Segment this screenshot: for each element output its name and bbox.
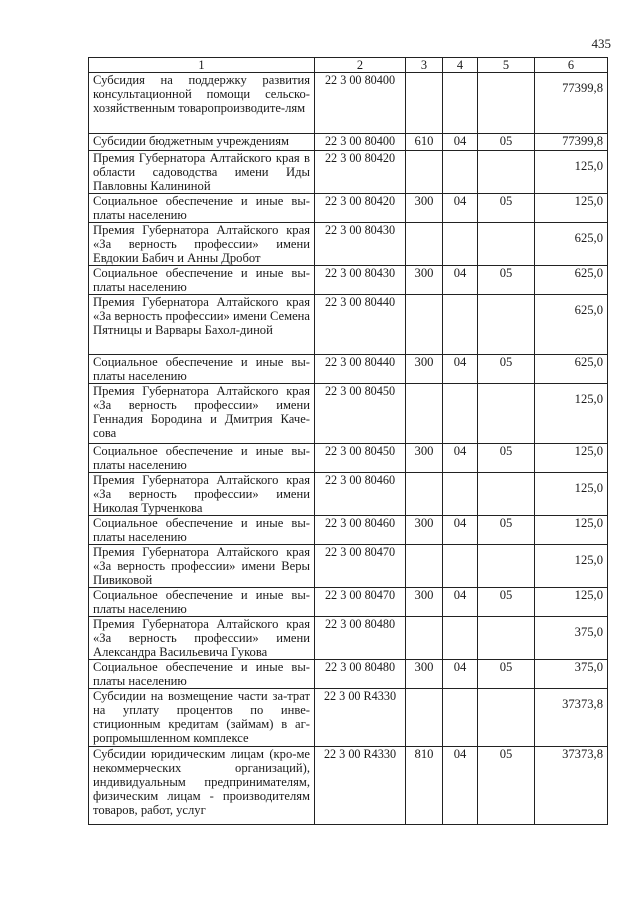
table-row [89, 444, 608, 473]
row-col3 [406, 223, 443, 266]
table-row [89, 660, 608, 689]
row-col3: 300 [406, 660, 443, 689]
row-description: Субсидии на возмещение части за-трат на уплату процентов по инве-стиционным кредитам (займам) в аг-ропромышленном комплексе [89, 689, 315, 747]
row-code: 22 3 00 80430 [315, 266, 406, 295]
row-col4: 04 [443, 194, 478, 223]
row-col5 [478, 295, 535, 355]
row-col4 [443, 384, 478, 444]
row-col3: 300 [406, 588, 443, 617]
header-cell: 2 [315, 58, 406, 73]
row-code: 22 3 00 80440 [315, 355, 406, 384]
row-col4 [443, 223, 478, 266]
row-col3 [406, 384, 443, 444]
row-col5 [478, 545, 535, 588]
page-number: 435 [591, 36, 611, 51]
row-col4: 04 [443, 355, 478, 384]
row-col5: 05 [478, 134, 535, 151]
table-row [89, 134, 608, 151]
row-col4: 04 [443, 134, 478, 151]
table-row [89, 588, 608, 617]
header-cell: 5 [478, 58, 535, 73]
row-col5: 05 [478, 516, 535, 545]
row-amount: 125,0 [535, 516, 608, 545]
row-amount: 125,0 [535, 384, 608, 444]
table-row [89, 545, 608, 588]
row-col5 [478, 223, 535, 266]
row-col4: 04 [443, 266, 478, 295]
table-row [89, 266, 608, 295]
row-amount: 625,0 [535, 355, 608, 384]
row-code: 22 3 00 80420 [315, 151, 406, 194]
row-amount: 375,0 [535, 660, 608, 689]
row-code: 22 3 00 80470 [315, 545, 406, 588]
row-description: Субсидии бюджетным учреждениям [89, 134, 315, 151]
row-description: Премия Губернатора Алтайского края «За верность профессии» имени Николая Турченкова [89, 473, 315, 516]
row-col3 [406, 473, 443, 516]
table-row [89, 384, 608, 444]
row-code: 22 3 00 R4330 [315, 689, 406, 747]
row-col4: 04 [443, 747, 478, 825]
row-amount: 37373,8 [535, 747, 608, 825]
row-description: Премия Губернатора Алтайского края «За верность профессии» имени Евдокии Бабич и Анны Дробот [89, 223, 315, 266]
row-description: Премия Губернатора Алтайского края «За верность профессии» имени Александра Васильевича Гукова [89, 617, 315, 660]
row-description: Субсидии юридическим лицам (кро-ме некоммерческих организаций), индивидуальным предпринимателям, физическим лицам - производителям товаров, работ, услуг [89, 747, 315, 825]
row-description: Премия Губернатора Алтайского края «За верность профессии» имени Веры Пивиковой [89, 545, 315, 588]
row-description: Субсидия на поддержку развития консультационной помощи сельско-хозяйственным товаропроизводите-лям [89, 73, 315, 134]
row-col3 [406, 617, 443, 660]
row-col4: 04 [443, 588, 478, 617]
row-col5 [478, 473, 535, 516]
row-col4 [443, 73, 478, 134]
row-col5 [478, 384, 535, 444]
row-col4 [443, 689, 478, 747]
row-col5: 05 [478, 194, 535, 223]
row-code: 22 3 00 80470 [315, 588, 406, 617]
row-col4: 04 [443, 444, 478, 473]
row-col5: 05 [478, 444, 535, 473]
row-col4 [443, 295, 478, 355]
table-row [89, 223, 608, 266]
row-col3 [406, 295, 443, 355]
row-description: Социальное обеспечение и иные вы-платы населению [89, 194, 315, 223]
row-col5: 05 [478, 660, 535, 689]
table-row [89, 747, 608, 825]
row-amount: 125,0 [535, 151, 608, 194]
row-col3 [406, 545, 443, 588]
row-col5: 05 [478, 588, 535, 617]
header-cell: 4 [443, 58, 478, 73]
table-row [89, 473, 608, 516]
table-row [89, 295, 608, 355]
row-code: 22 3 00 80460 [315, 473, 406, 516]
row-code: 22 3 00 80430 [315, 223, 406, 266]
row-amount: 125,0 [535, 473, 608, 516]
table-row [89, 151, 608, 194]
row-description: Социальное обеспечение и иные вы-платы населению [89, 355, 315, 384]
row-col5: 05 [478, 747, 535, 825]
row-col4: 04 [443, 660, 478, 689]
row-description: Премия Губернатора Алтайского края в области садоводства имени Иды Павловны Калининой [89, 151, 315, 194]
row-col3: 300 [406, 444, 443, 473]
row-col3 [406, 689, 443, 747]
row-amount: 37373,8 [535, 689, 608, 747]
row-col4: 04 [443, 516, 478, 545]
row-amount: 625,0 [535, 295, 608, 355]
row-amount: 125,0 [535, 545, 608, 588]
table-row [89, 73, 608, 134]
row-col5 [478, 617, 535, 660]
row-col3: 300 [406, 194, 443, 223]
header-cell: 6 [535, 58, 608, 73]
row-code: 22 3 00 80450 [315, 444, 406, 473]
row-amount: 125,0 [535, 444, 608, 473]
row-col5 [478, 73, 535, 134]
row-code: 22 3 00 80420 [315, 194, 406, 223]
row-col4 [443, 545, 478, 588]
budget-table [88, 57, 608, 825]
row-description: Социальное обеспечение и иные вы-платы населению [89, 444, 315, 473]
row-description: Социальное обеспечение и иные вы-платы населению [89, 588, 315, 617]
row-code: 22 3 00 80450 [315, 384, 406, 444]
row-col5: 05 [478, 266, 535, 295]
table-row [89, 689, 608, 747]
row-col5 [478, 151, 535, 194]
row-description: Премия Губернатора Алтайского края «За верность профессии» имени Семена Пятницы и Варвары Бахол-диной [89, 295, 315, 355]
row-col3: 610 [406, 134, 443, 151]
row-code: 22 3 00 R4330 [315, 747, 406, 825]
row-col4 [443, 473, 478, 516]
row-amount: 125,0 [535, 194, 608, 223]
row-code: 22 3 00 80400 [315, 134, 406, 151]
row-code: 22 3 00 80460 [315, 516, 406, 545]
row-amount: 77399,8 [535, 73, 608, 134]
row-amount: 625,0 [535, 266, 608, 295]
row-col4 [443, 617, 478, 660]
table-row [89, 194, 608, 223]
row-col3: 810 [406, 747, 443, 825]
row-col3 [406, 151, 443, 194]
row-col5 [478, 689, 535, 747]
row-code: 22 3 00 80400 [315, 73, 406, 134]
row-col5: 05 [478, 355, 535, 384]
row-col3: 300 [406, 266, 443, 295]
row-amount: 125,0 [535, 588, 608, 617]
row-description: Премия Губернатора Алтайского края «За верность профессии» имени Геннадия Бородина и Дмитрия Каче-сова [89, 384, 315, 444]
table-row [89, 355, 608, 384]
row-code: 22 3 00 80480 [315, 660, 406, 689]
row-description: Социальное обеспечение и иные вы-платы населению [89, 660, 315, 689]
row-col3: 300 [406, 516, 443, 545]
row-amount: 375,0 [535, 617, 608, 660]
row-amount: 77399,8 [535, 134, 608, 151]
row-amount: 625,0 [535, 223, 608, 266]
row-col4 [443, 151, 478, 194]
row-description: Социальное обеспечение и иные вы-платы населению [89, 516, 315, 545]
table-header-row [89, 58, 608, 73]
row-description: Социальное обеспечение и иные вы-платы населению [89, 266, 315, 295]
table-row [89, 516, 608, 545]
row-col3: 300 [406, 355, 443, 384]
table-row [89, 617, 608, 660]
row-col3 [406, 73, 443, 134]
header-cell: 1 [89, 58, 315, 73]
row-code: 22 3 00 80440 [315, 295, 406, 355]
header-cell: 3 [406, 58, 443, 73]
row-code: 22 3 00 80480 [315, 617, 406, 660]
